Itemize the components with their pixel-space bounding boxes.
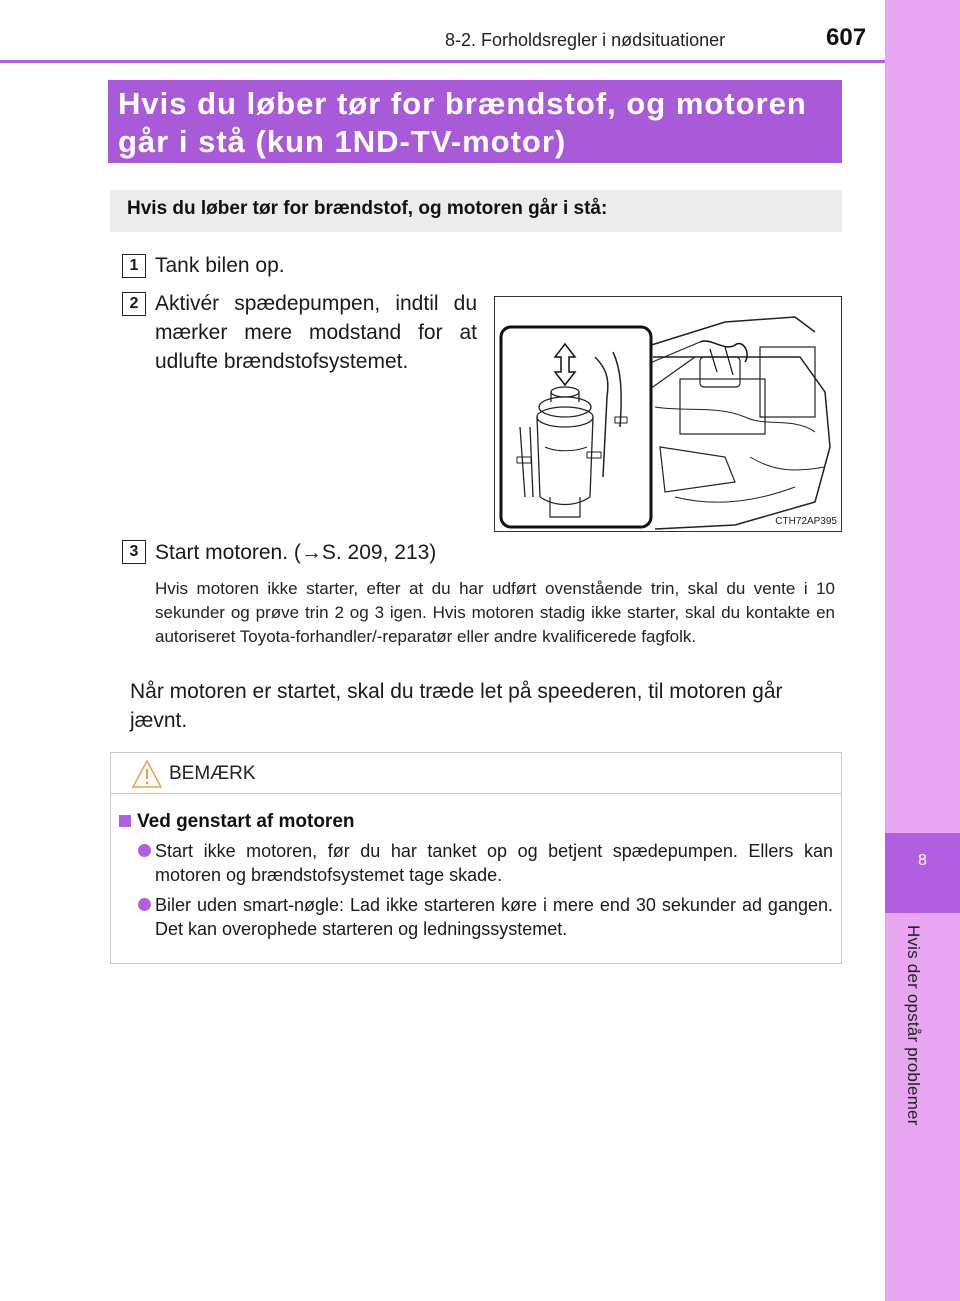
engine-fuel-pump-illustration xyxy=(495,297,842,532)
notice-box xyxy=(110,752,842,964)
notice-heading-text: Ved genstart af motoren xyxy=(137,811,355,832)
section-title: 8-2. Forholdsregler i nødsituationer xyxy=(445,30,726,50)
notice-bullet-1: Start ikke motoren, før du har tanket op og betjent spædepumpen. Ellers kan motoren og brændstofsystemet tage skade. xyxy=(155,841,833,885)
notice-header xyxy=(111,753,841,794)
step3-note: Hvis motoren ikke starter, efter at du har udført ovenstående trin, skal du vente i 10 sekunder og prøve trin 2 og 3 igen. Hvis motoren stadig ikke starter, skal du kontakte en autoriseret Toyota-forhandler/-reparatør eller andre kvalificerede fagfolk. xyxy=(155,579,835,646)
step-number-2: 2 xyxy=(122,292,146,316)
bullet-icon xyxy=(138,844,151,857)
step-number-1: 1 xyxy=(122,254,146,278)
page-number: 607 xyxy=(826,24,867,51)
engine-figure xyxy=(494,296,842,532)
notice-label: BEMÆRK xyxy=(169,763,256,784)
notice-bullet-2: Biler uden smart-nøgle: Lad ikke starteren køre i mere end 30 sekunder ad gangen. Det kan overophede starteren og ledningssystemet. xyxy=(155,895,833,939)
chapter-tab xyxy=(885,833,960,913)
page-title-line1: Hvis du løber tør for brændstof, og motoren xyxy=(118,86,807,121)
step-text-3: Start motoren. (→S. 209, 213) xyxy=(155,541,437,564)
warning-triangle-icon xyxy=(131,759,163,789)
chapter-title: Hvis der opstår problemer xyxy=(904,925,923,1126)
square-bullet-icon xyxy=(119,815,131,827)
figure-code: CTH72AP395 xyxy=(775,516,837,527)
page-title-line2: går i stå (kun 1ND-TV-motor) xyxy=(118,124,567,159)
notice-heading xyxy=(119,811,355,833)
step-number-3: 3 xyxy=(122,540,146,564)
chapter-number: 8 xyxy=(918,852,927,869)
bullet-icon xyxy=(138,898,151,911)
body-paragraph: Når motoren er startet, skal du træde let på speederen, til motoren går jævnt. xyxy=(130,680,783,732)
step-text-2-line2: mærker mere modstand for at xyxy=(155,321,477,344)
step-text-1: Tank bilen op. xyxy=(155,254,285,277)
step-text-2-line1: Aktivér spædepumpen, indtil du xyxy=(155,292,477,315)
step-text-2-line3: udlufte brændstofsystemet. xyxy=(155,350,409,373)
subtitle: Hvis du løber tør for brændstof, og motoren går i stå: xyxy=(110,190,842,232)
page-title xyxy=(108,80,842,163)
header-rule xyxy=(0,60,885,63)
